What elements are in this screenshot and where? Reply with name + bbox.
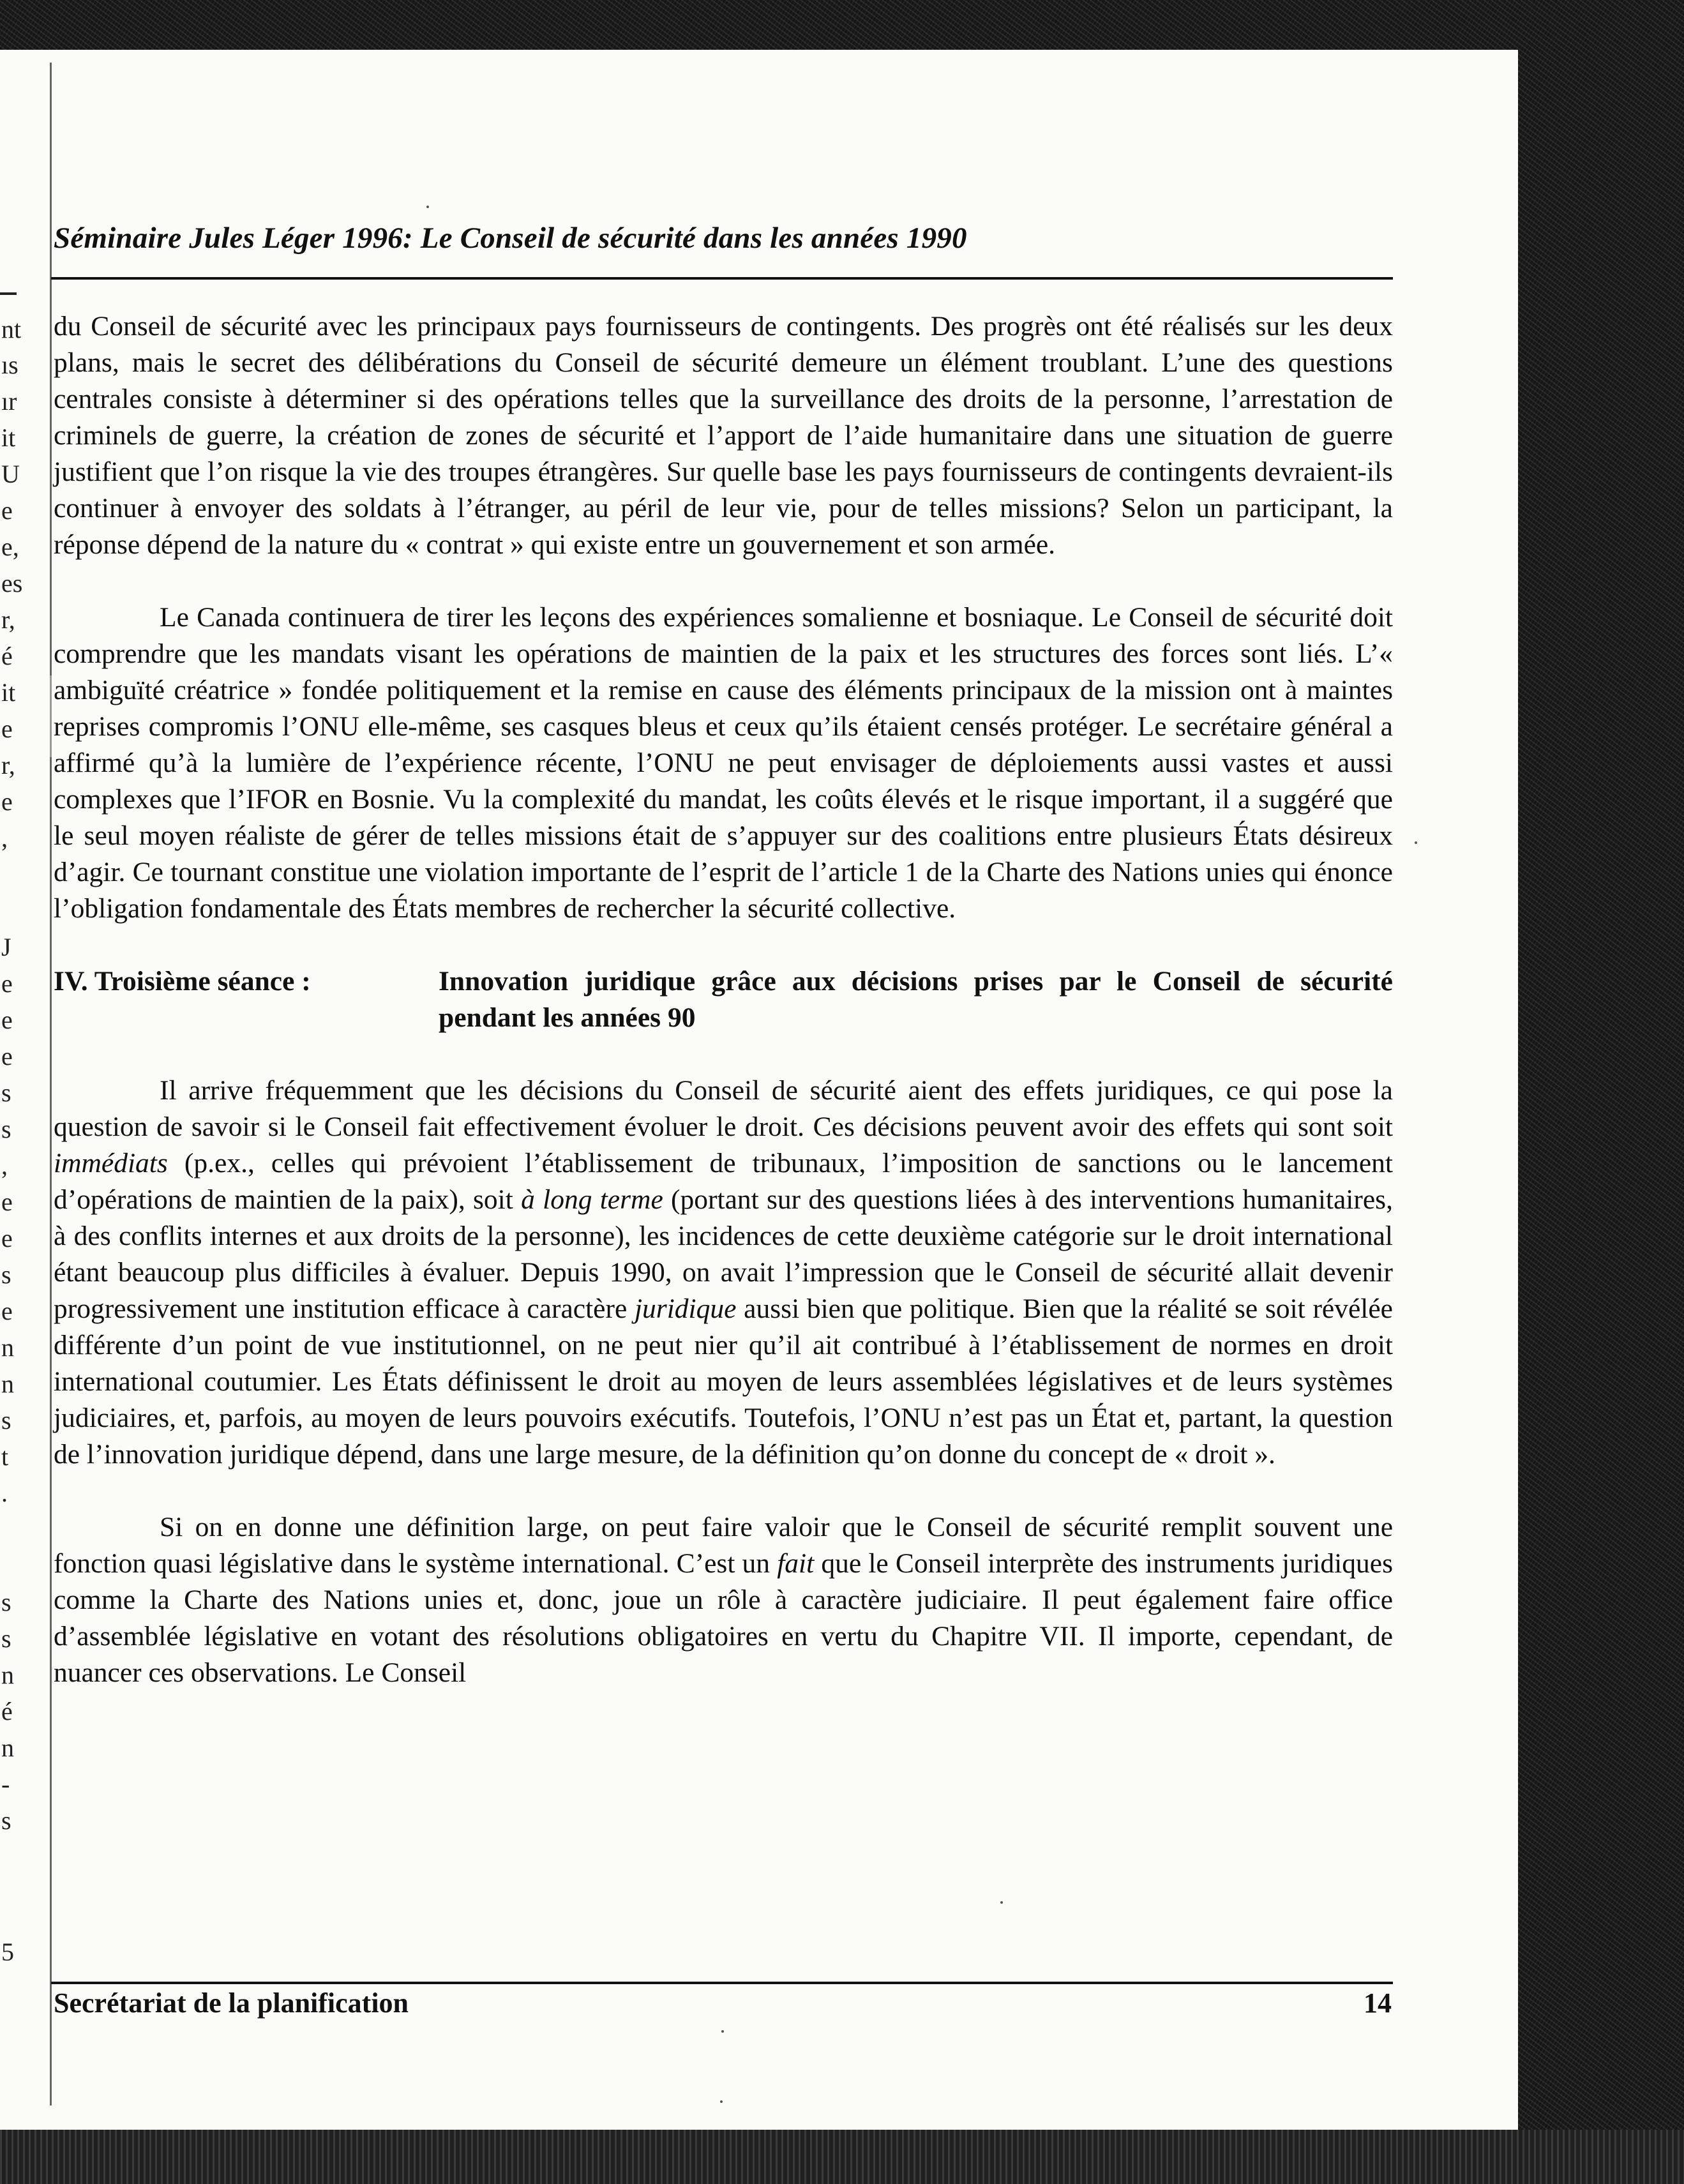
prev-fragment: r, bbox=[1, 751, 15, 779]
previous-page-edge bbox=[0, 50, 45, 2130]
prev-fragment: s bbox=[1, 1115, 11, 1143]
prev-fragment: , bbox=[1, 824, 8, 852]
paragraph bbox=[54, 1073, 1393, 1473]
scan-speck bbox=[1000, 1901, 1003, 1904]
prev-fragment: s bbox=[1, 1260, 11, 1289]
prev-fragment: e bbox=[1, 496, 13, 525]
scan-speck bbox=[720, 2100, 723, 2103]
prev-fragment: J bbox=[1, 933, 11, 961]
prev-fragment: e bbox=[1, 1187, 13, 1216]
paragraph-text: Si on en donne une définition large, on peut faire valoir que le Conseil de sécurité remplit souvent une fonction quasi législative dans le système international. C’est un bbox=[54, 1512, 1393, 1579]
prev-fragment: e bbox=[1, 1224, 13, 1253]
scan-speck bbox=[721, 2030, 724, 2033]
prev-fragment: ır bbox=[1, 387, 17, 416]
prev-fragment: e bbox=[1, 969, 13, 998]
scanner-bottom-edge bbox=[0, 2130, 1684, 2184]
prev-fragment: e bbox=[1, 787, 13, 816]
prev-fragment: , bbox=[1, 1151, 8, 1180]
prev-fragment: t bbox=[1, 1442, 9, 1471]
prev-fragment: ıs bbox=[1, 350, 19, 379]
footer-rule bbox=[51, 1982, 1393, 1984]
prev-fragment: es bbox=[1, 569, 23, 598]
prev-fragment: it bbox=[1, 678, 16, 707]
prev-fragment: nt bbox=[1, 315, 22, 343]
paragraph-text: aussi bien que politique. Bien que la réalité se soit révélée différente d’un point de vue institutionnel, on ne peut nier qu’il ait contribué à l’établissement de normes en droit international coutumier. Les États définissent le droit au moyen de leurs assemblées législatives et de leurs systèmes judiciaires, et, parfois, au moyen de leurs pouvoirs exécutifs. Toutefois, l’ONU n’est pas un État et, partant, la question de l’innovation juridique dépend, dans une large mesure, de la définition qu’on donne du concept de « droit ». bbox=[54, 1293, 1393, 1470]
body-text bbox=[54, 308, 1393, 1691]
prev-fragment: n bbox=[1, 1369, 14, 1398]
page-number: 14 bbox=[1364, 1987, 1392, 2019]
prev-fragment: U bbox=[1, 460, 20, 488]
prev-fragment: 5 bbox=[1, 1938, 14, 1966]
paragraph-gap bbox=[54, 1473, 1393, 1509]
prev-fragment: é bbox=[1, 1697, 13, 1726]
prev-fragment: e, bbox=[1, 532, 19, 561]
paragraph-gap bbox=[54, 927, 1393, 963]
prev-fragment: . bbox=[1, 1479, 8, 1507]
scan-speck bbox=[426, 206, 429, 208]
prev-fragment: - bbox=[1, 1770, 10, 1798]
running-header: Séminaire Jules Léger 1996: Le Conseil de sécurité dans les années 1990 bbox=[54, 222, 967, 255]
prev-fragment: it bbox=[1, 423, 16, 452]
scan-speck bbox=[1415, 841, 1417, 844]
binding-gutter-line bbox=[50, 63, 52, 2105]
prev-fragment: e bbox=[1, 714, 13, 743]
section-number: IV. Troisième séance : bbox=[54, 966, 311, 997]
emphasis-text: immédiats bbox=[54, 1148, 168, 1179]
document-page bbox=[0, 50, 1518, 2130]
paragraph-gap bbox=[54, 563, 1393, 599]
prev-fragment: r, bbox=[1, 605, 15, 634]
prev-fragment: é bbox=[1, 642, 13, 670]
paragraph-gap bbox=[54, 1036, 1393, 1073]
emphasis-text: juridique bbox=[634, 1293, 737, 1324]
section-heading bbox=[54, 963, 1393, 1036]
prev-fragment: s bbox=[1, 1806, 11, 1835]
paragraph: Le Canada continuera de tirer les leçons des expériences somalienne et bosniaque. Le Conseil de sécurité doit comprendre que les mandats visant les opérations de maintien de la paix et les structures des forces sont liés. L’« ambiguïté créatrice » fondée politiquement et la remise en cause des éléments principaux de la mission ont à maintes reprises compromis l’ONU elle-même, ses casques bleus et ceux qu’ils étaient censés protéger. Le secrétaire général a affirmé qu’à la lumière de l’expérience récente, l’ONU ne peut envisager de déploiements aussi vastes et aussi complexes que l’IFOR en Bosnie. Vu la complexité du mandat, les coûts élevés et le risque important, il a suggéré que le seul moyen réaliste de gérer de telles missions était de s’appuyer sur des coalitions entre plusieurs États désireux d’agir. Ce tournant constitue une violation importante de l’esprit de l’article 1 de la Charte des Nations unies qui énonce l’obligation fondamentale des États membres de rechercher la sécurité collective. bbox=[54, 602, 1393, 924]
prev-fragment: e bbox=[1, 1042, 13, 1071]
paragraph-text: (portant sur des questions liées à des interventions humanitaires, à des conflits internes et aux droits de la personne), les incidences de cette deuxième catégorie sur le droit international étant beaucoup plus difficiles à évaluer. Depuis 1990, on avait l’impression que le Conseil de sécurité allait devenir progressivement une institution efficace à caractère bbox=[54, 1184, 1393, 1324]
paragraph bbox=[54, 1509, 1393, 1691]
header-rule bbox=[51, 277, 1393, 280]
previous-page-rule bbox=[0, 292, 17, 295]
emphasis-text: fait bbox=[777, 1548, 815, 1579]
prev-fragment: s bbox=[1, 1588, 11, 1616]
section-title: Innovation juridique grâce aux décisions prises par le Conseil de sécurité pendant les années 90 bbox=[439, 966, 1393, 1033]
prev-fragment: n bbox=[1, 1661, 14, 1689]
prev-fragment: e bbox=[1, 1005, 13, 1034]
prev-fragment: n bbox=[1, 1333, 14, 1362]
prev-fragment: s bbox=[1, 1406, 11, 1435]
prev-fragment: s bbox=[1, 1078, 11, 1107]
prev-fragment: s bbox=[1, 1624, 11, 1653]
paragraph-text: (p.ex., celles qui prévoient l’établissement de tribunaux, l’imposition de sanctions ou le lancement d’opérations de maintien de la paix), soit bbox=[54, 1148, 1393, 1215]
prev-fragment: e bbox=[1, 1297, 13, 1325]
paragraph-text: Il arrive fréquemment que les décisions du Conseil de sécurité aient des effets juridiques, ce qui pose la question de savoir si le Conseil fait effectivement évoluer le droit. Ces décisions peuvent avoir des effets qui sont soit bbox=[54, 1075, 1393, 1142]
paragraph: du Conseil de sécurité avec les principaux pays fournisseurs de contingents. Des progrès ont été réalisés sur les deux plans, mais le secret des délibérations du Conseil de sécurité demeure un élément troublant. L’une des questions centrales consiste à déterminer si des opérations telles que la surveillance des droits de la personne, l’arrestation de criminels de guerre, la création de zones de sécurité et l’apport de l’aide humanitaire dans une situation de guerre justifient que l’on risque la vie des troupes étrangères. Sur quelle base les pays fournisseurs de contingents devraient-ils continuer à envoyer des soldats à l’étranger, au péril de leur vie, pour de telles missions? Selon un participant, la réponse dépend de la nature du « contrat » qui existe entre un gouvernement et son armée. bbox=[54, 311, 1393, 560]
prev-fragment: n bbox=[1, 1733, 14, 1762]
footer-organization: Secrétariat de la planification bbox=[54, 1987, 409, 2019]
paragraph-text: que le Conseil interprète des instruments juridiques comme la Charte des Nations unies et, donc, joue un rôle à caractère judiciaire. Il peut également faire office d’assemblée législative en votant des résolutions obligatoires en vertu du Chapitre VII. Il importe, cependant, de nuancer ces observations. Le Conseil bbox=[54, 1548, 1394, 1688]
emphasis-text: à long terme bbox=[521, 1184, 663, 1215]
